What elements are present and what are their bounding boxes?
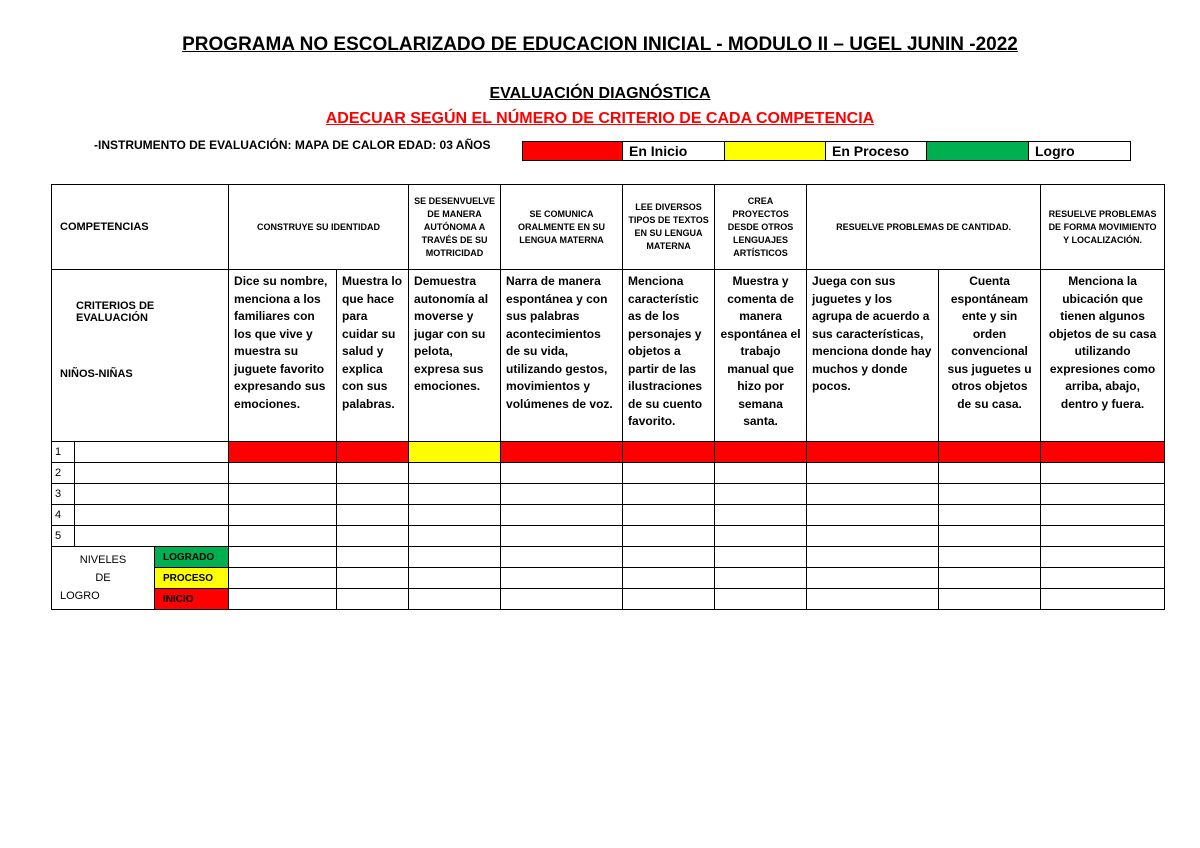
legend-swatch-inicio	[523, 142, 623, 161]
heat-cell[interactable]	[715, 526, 807, 547]
heat-cell[interactable]	[337, 442, 409, 463]
criterio-cell: Juega con sus juguetes y los agrupa de acuerdo a sus características, menciona donde hay muchos y donde pocos.	[807, 270, 939, 442]
legend-swatch-proceso	[725, 142, 826, 161]
level-cell[interactable]	[623, 589, 715, 610]
level-cell[interactable]	[807, 568, 939, 589]
heat-cell[interactable]	[409, 484, 501, 505]
heat-cell[interactable]	[939, 526, 1041, 547]
level-cell[interactable]	[409, 547, 501, 568]
heat-cell[interactable]	[409, 526, 501, 547]
heat-cell[interactable]	[229, 463, 337, 484]
level-cell[interactable]	[501, 547, 623, 568]
heat-cell[interactable]	[1041, 526, 1165, 547]
level-cell[interactable]	[715, 568, 807, 589]
heat-cell[interactable]	[715, 484, 807, 505]
heat-cell[interactable]	[337, 505, 409, 526]
student-name-cell[interactable]	[75, 442, 229, 463]
competencia-header: SE DESENVUELVE DE MANERA AUTÓNOMA A TRAVÉS DE SU MOTRICIDAD	[409, 185, 501, 270]
heat-cell[interactable]	[1041, 505, 1165, 526]
level-cell[interactable]	[337, 547, 409, 568]
instrument-label: -INSTRUMENTO DE EVALUACIÓN: MAPA DE CALOR EDAD: 03 AÑOS	[94, 138, 491, 152]
heat-cell[interactable]	[501, 484, 623, 505]
level-cell[interactable]	[807, 547, 939, 568]
heat-cell[interactable]	[501, 463, 623, 484]
level-inicio: INICIO	[155, 589, 229, 610]
heat-cell[interactable]	[939, 484, 1041, 505]
heat-cell[interactable]	[939, 442, 1041, 463]
student-name-cell[interactable]	[75, 463, 229, 484]
competencias-label: COMPETENCIAS	[52, 185, 229, 270]
level-cell[interactable]	[337, 589, 409, 610]
heat-cell[interactable]	[807, 526, 939, 547]
heat-cell[interactable]	[229, 442, 337, 463]
heat-cell[interactable]	[715, 442, 807, 463]
level-cell[interactable]	[337, 568, 409, 589]
level-cell[interactable]	[939, 589, 1041, 610]
criterio-cell: Muestra lo que hace para cuidar su salud y explica con sus palabras.	[337, 270, 409, 442]
niveles-line: NIVELES	[79, 554, 127, 566]
heat-cell[interactable]	[939, 505, 1041, 526]
heat-cell[interactable]	[1041, 484, 1165, 505]
heat-cell[interactable]	[409, 442, 501, 463]
level-cell[interactable]	[715, 589, 807, 610]
adapt-note: ADECUAR SEGÚN EL NÚMERO DE CRITERIO DE CADA COMPETENCIA	[325, 110, 875, 127]
level-cell[interactable]	[1041, 568, 1165, 589]
heat-cell[interactable]	[229, 484, 337, 505]
level-cell[interactable]	[939, 547, 1041, 568]
heat-cell[interactable]	[807, 505, 939, 526]
table-row	[52, 442, 1165, 463]
competencia-header: LEE DIVERSOS TIPOS DE TEXTOS EN SU LENGUA MATERNA	[623, 185, 715, 270]
heat-cell[interactable]	[715, 505, 807, 526]
heat-cell[interactable]	[807, 484, 939, 505]
legend-swatch-logro	[927, 142, 1029, 161]
criterio-cell: Demuestra autonomía al moverse y jugar con su pelota, expresa sus emociones.	[409, 270, 501, 442]
table-row	[52, 505, 1165, 526]
heat-cell[interactable]	[939, 463, 1041, 484]
row-number: 1	[52, 442, 75, 463]
level-cell[interactable]	[501, 568, 623, 589]
heat-cell[interactable]	[807, 463, 939, 484]
heat-cell[interactable]	[229, 505, 337, 526]
heat-cell[interactable]	[807, 442, 939, 463]
criterio-cell: Cuenta espontáneam ente y sin orden convencional sus juguetes u otros objetos de su casa.	[939, 270, 1041, 442]
competencia-header: RESUELVE PROBLEMAS DE CANTIDAD.	[807, 185, 1041, 270]
legend-label-inicio: En Inicio	[623, 142, 725, 161]
level-cell[interactable]	[229, 589, 337, 610]
niveles-line: LOGRO	[60, 590, 100, 602]
evaluation-title: EVALUACIÓN DIAGNÓSTICA	[489, 85, 711, 102]
table-row	[52, 463, 1165, 484]
heat-cell[interactable]	[623, 526, 715, 547]
heat-map-table	[51, 184, 1165, 610]
criterio-cell: Muestra y comenta de manera espontánea el trabajo manual que hizo por semana santa.	[715, 270, 807, 442]
page-title: PROGRAMA NO ESCOLARIZADO DE EDUCACION INICIAL - MODULO II – UGEL JUNIN -2022	[182, 34, 1018, 55]
level-cell[interactable]	[939, 568, 1041, 589]
legend-label-logro: Logro	[1029, 142, 1131, 161]
table-row	[52, 484, 1165, 505]
heat-cell[interactable]	[501, 505, 623, 526]
level-cell[interactable]	[1041, 589, 1165, 610]
level-cell[interactable]	[1041, 547, 1165, 568]
heat-cell[interactable]	[623, 442, 715, 463]
student-name-cell[interactable]	[75, 484, 229, 505]
legend-label-proceso: En Proceso	[826, 142, 927, 161]
criterios-label: CRITERIOS DE EVALUACIÓN	[76, 300, 155, 324]
criterios-cell	[52, 270, 229, 442]
row-number: 2	[52, 463, 75, 484]
heat-cell[interactable]	[337, 463, 409, 484]
heat-cell[interactable]	[229, 526, 337, 547]
color-legend	[522, 141, 1131, 161]
heat-cell[interactable]	[623, 463, 715, 484]
competencia-header: SE COMUNICA ORALMENTE EN SU LENGUA MATERNA	[501, 185, 623, 270]
level-cell[interactable]	[409, 568, 501, 589]
level-logrado: LOGRADO	[155, 547, 229, 568]
heat-cell[interactable]	[501, 526, 623, 547]
level-cell[interactable]	[623, 547, 715, 568]
competencia-header: CONSTRUYE SU IDENTIDAD	[229, 185, 409, 270]
level-cell[interactable]	[229, 568, 337, 589]
row-number: 5	[52, 526, 75, 547]
heat-cell[interactable]	[409, 463, 501, 484]
heat-cell[interactable]	[623, 484, 715, 505]
student-name-cell[interactable]	[75, 505, 229, 526]
row-number: 3	[52, 484, 75, 505]
competencia-header: CREA PROYECTOS DESDE OTROS LENGUAJES ARTÍSTICOS	[715, 185, 807, 270]
heat-cell[interactable]	[501, 442, 623, 463]
level-cell[interactable]	[409, 589, 501, 610]
level-cell[interactable]	[807, 589, 939, 610]
heat-cell[interactable]	[1041, 442, 1165, 463]
level-proceso: PROCESO	[155, 568, 229, 589]
student-name-cell[interactable]	[75, 526, 229, 547]
heat-cell[interactable]	[337, 484, 409, 505]
table-row	[52, 526, 1165, 547]
criterio-cell: Narra de manera espontánea y con sus palabras acontecimientos de su vida, utilizando gestos, movimientos y volúmenes de voz.	[501, 270, 623, 442]
row-number: 4	[52, 505, 75, 526]
criterio-cell: Dice su nombre, menciona a los familiares con los que vive y muestra su juguete favorito expresando sus emociones.	[229, 270, 337, 442]
niveles-label	[52, 547, 155, 610]
level-cell[interactable]	[623, 568, 715, 589]
criterio-cell: Menciona característic as de los personajes y objetos a partir de las ilustraciones de su cuento favorito.	[623, 270, 715, 442]
heat-cell[interactable]	[409, 505, 501, 526]
competencia-header: RESUELVE PROBLEMAS DE FORMA MOVIMIENTO Y LOCALIZACIÓN.	[1041, 185, 1165, 270]
level-cell[interactable]	[501, 589, 623, 610]
heat-cell[interactable]	[1041, 463, 1165, 484]
heat-cell[interactable]	[715, 463, 807, 484]
niveles-line: DE	[95, 572, 111, 584]
ninos-label: NIÑOS-NIÑAS	[60, 368, 133, 380]
heat-cell[interactable]	[337, 526, 409, 547]
heat-cell[interactable]	[623, 505, 715, 526]
level-cell[interactable]	[229, 547, 337, 568]
level-cell[interactable]	[715, 547, 807, 568]
criterio-cell: Menciona la ubicación que tienen algunos objetos de su casa utilizando expresiones como arriba, abajo, dentro y fuera.	[1041, 270, 1165, 442]
